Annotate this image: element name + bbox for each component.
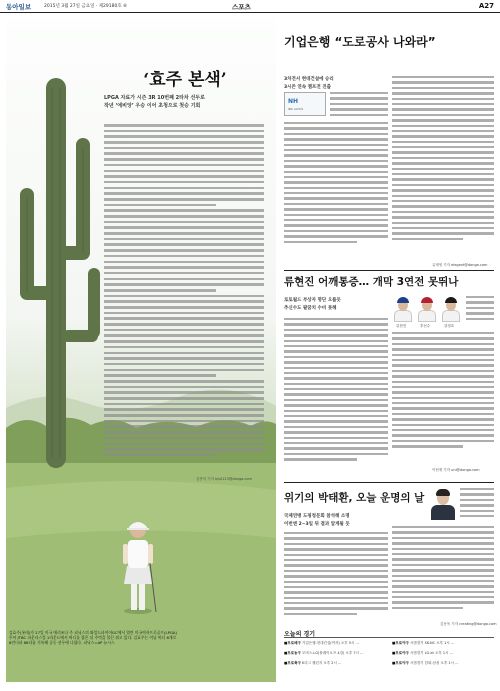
result-left-3: ■프로축구 K리그 챌린지 오후 2시 ... xyxy=(284,661,342,665)
article-2-body-col-c xyxy=(392,332,494,451)
paper-name: 동아일보 xyxy=(6,3,32,11)
main-subheadline-1: LPGA 자료가 시즌 3R 10번째 2타차 선두로 xyxy=(104,95,205,101)
main-subheadline-2: 작년 ‘에비앙’ 우승 이어 초청으로 첫승 기회 xyxy=(104,103,201,109)
player-photo-1 xyxy=(392,296,414,322)
results-rule xyxy=(284,637,494,638)
player-name-2: 추신수 xyxy=(420,324,431,328)
issue-date: 2015년 3월 27일 금요일 · 제29180호 ⑥ xyxy=(44,4,128,9)
player-name-1: 류현진 xyxy=(396,324,407,328)
article-3-subheadline-2: 이번엔 2~3일 뒤 결과 알게될 듯 xyxy=(284,522,350,527)
page-number: A27 xyxy=(478,1,494,10)
article-1-subheadline-2: 3시즌 연속 챔프전 진출 xyxy=(284,85,331,90)
result-right-2: ■프로야구 시범경기 LG-kt 오후 1시 ... xyxy=(392,651,453,655)
main-body-text xyxy=(104,124,264,460)
article-2-subheadline-1: 로토월드 부상자 명단 오를듯 xyxy=(284,298,341,303)
player-photo-3 xyxy=(440,296,462,322)
article-3-byline: 김동욱 기자 creating@donga.com xyxy=(440,622,497,626)
result-left-2: ■프로농구 모비스-LG(플레이오프 4강) 오후 7시 ... xyxy=(284,651,364,655)
result-right-3: ■프로야구 시범경기 한화-삼성 오후 1시 ... xyxy=(392,661,459,665)
team-logo-mark: NH xyxy=(288,98,299,105)
article-1-body-col-c xyxy=(392,76,494,243)
section-name: 스포츠 xyxy=(232,3,251,11)
section-divider-1 xyxy=(284,270,494,271)
article-2-byline: 이헌재 기자 uni@donga.com xyxy=(432,468,480,472)
article-3-body-col-a xyxy=(460,488,494,520)
article-3-body-col-b xyxy=(284,532,388,618)
article-3-subheadline-1: 국제연맹 도핑청문회 참석해 소명 xyxy=(284,514,350,519)
results-title: 오늘의 경기 xyxy=(284,631,316,638)
result-right-1: ■프로야구 시범경기 SK-NC 오후 1시 ... xyxy=(392,641,455,645)
player-name-3: 강정호 xyxy=(444,324,455,328)
team-logo xyxy=(284,92,326,116)
team-logo-tag: IBK ALTOS xyxy=(288,107,304,111)
article-3-headline: 위기의 박태환, 오늘 운명의 날 xyxy=(284,492,425,504)
article-2-headline: 류현진 어깨통증… 개막 3연전 못뛰나 xyxy=(284,276,459,288)
section-divider-2 xyxy=(284,482,494,483)
photo-caption: 김효주(롯데)가 27일 미국 애리조나 주 피닉스의 와일드파이어GC에서 열린 미국여자프로골프(LPGA)투어 JTBC 파운더스컵 1라운드에서 버디를 잡은 뒤 주먹을 불끈 쥐고 있다. 김효주는 이날 버디 6개로 6언더파 66타를 기록해 공동 선두에 나섰다. 피닉스=AP 뉴시스 xyxy=(9,630,177,646)
article-2-body-col-a xyxy=(466,296,494,323)
masthead xyxy=(0,0,500,13)
article-1-body-col-a xyxy=(330,92,388,119)
article-1-subheadline-1: 3차전서 현대건설에 승리 xyxy=(284,77,334,82)
player-photo-2 xyxy=(416,296,438,322)
article-3-body-col-c xyxy=(392,526,494,612)
article-1-body-col-b xyxy=(284,122,388,246)
main-headline: ‘효주 본색’ xyxy=(143,70,227,90)
article-1-byline: 유재영 기자 elegant@donga.com xyxy=(432,263,488,267)
article-1-headline: 기업은행 “도로공사 나와라” xyxy=(284,35,436,49)
result-left-1: ■프로배구 기업은행-현대건설(여자) 오후 5시 ... xyxy=(284,641,359,645)
main-byline: 김종석 기자 kjs0123@donga.com xyxy=(196,477,252,481)
portrait-photo xyxy=(430,488,456,520)
article-2-body-col-b xyxy=(284,318,388,464)
article-2-subheadline-2: 추신수도 팔꿈치 수비 못해 xyxy=(284,306,337,311)
